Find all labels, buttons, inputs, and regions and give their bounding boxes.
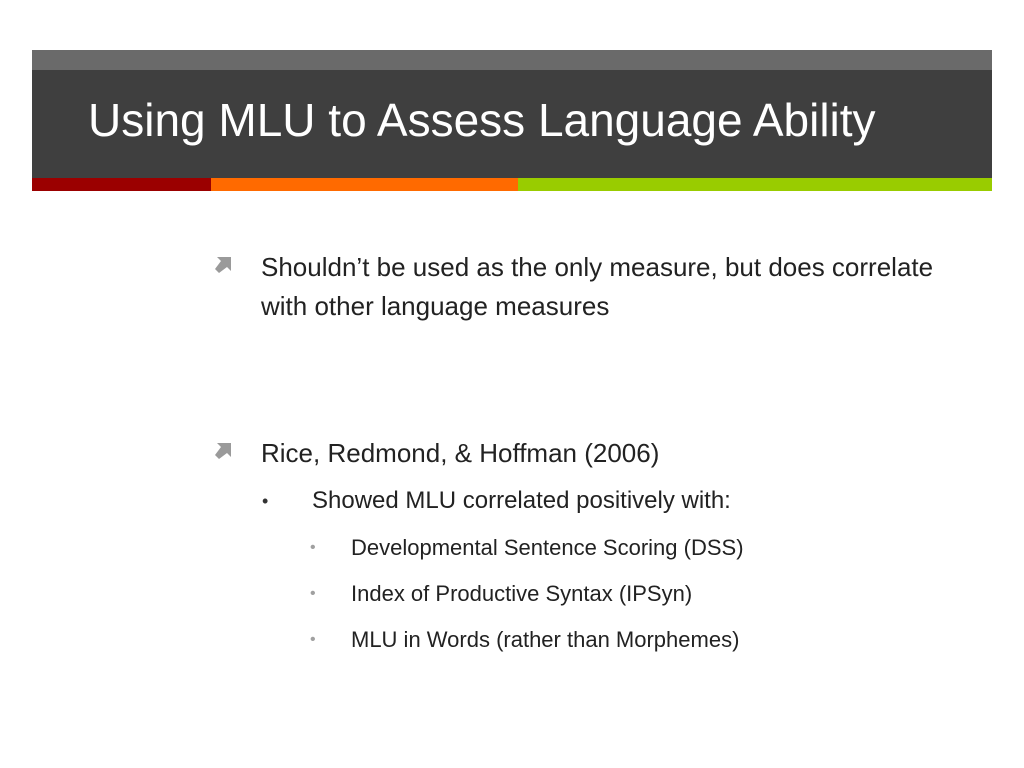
accent-red-segment: [32, 178, 211, 191]
bullet-text: Rice, Redmond, & Hoffman (2006): [261, 438, 660, 468]
bullet-dot: •: [262, 491, 269, 511]
bullet-item: [210, 248, 970, 326]
accent-orange-segment: [211, 178, 518, 191]
accent-strip: [32, 178, 992, 191]
bullet-dot: •: [310, 585, 316, 602]
arrow-bullet-icon: [214, 442, 232, 460]
sub-sub-bullet-item: [210, 579, 970, 609]
sub-sub-bullet-text: MLU in Words (rather than Morphemes): [351, 627, 740, 652]
sub-sub-bullet-item: [210, 533, 970, 563]
bullet-dot: •: [310, 631, 316, 648]
slide-body: [210, 248, 970, 655]
sub-bullet-item: [210, 485, 970, 517]
accent-green-segment: [518, 178, 992, 191]
bullet-text: Shouldn’t be used as the only measure, but does correlate with other language measures: [261, 252, 934, 321]
bullet-item: [210, 434, 970, 473]
bullet-dot: •: [310, 539, 316, 556]
sub-sub-bullet-text: Index of Productive Syntax (IPSyn): [351, 581, 693, 606]
title-bar-top-band: [32, 50, 992, 70]
sub-sub-bullet-item: [210, 625, 970, 655]
slide-title: Using MLU to Assess Language Ability: [88, 94, 876, 146]
title-bar: [32, 50, 992, 178]
sub-sub-bullet-text: Developmental Sentence Scoring (DSS): [351, 535, 744, 560]
sub-bullet-text: Showed MLU correlated positively with:: [312, 487, 731, 514]
arrow-bullet-icon: [214, 256, 232, 274]
